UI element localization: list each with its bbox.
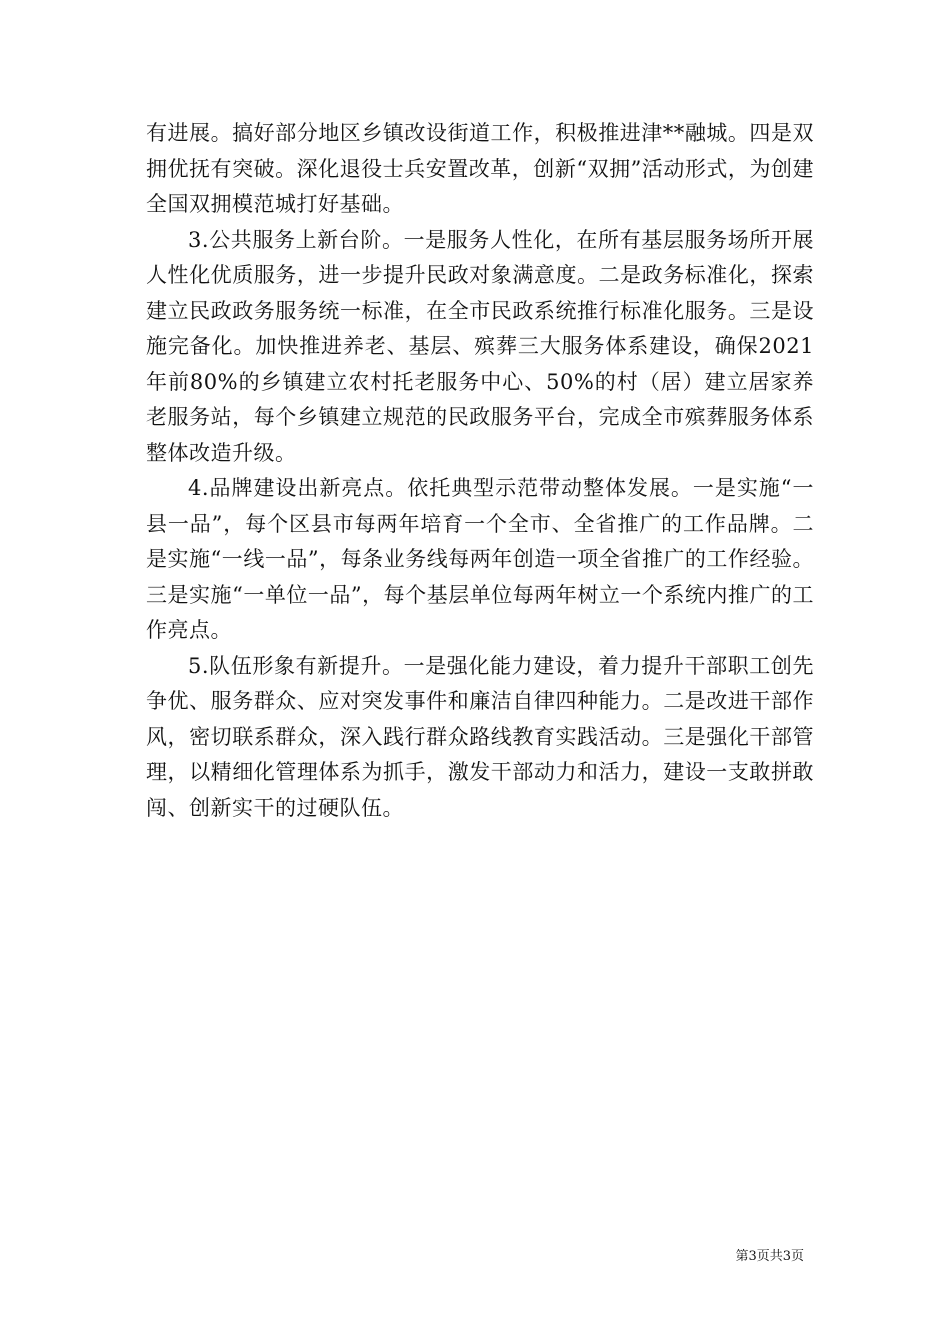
document-body (146, 116, 814, 826)
paragraph-team-image: 5.队伍形象有新提升。一是强化能力建设，着力提升干部职工创先争优、服务群众、应对突发事件和廉洁自律四种能力。二是改进干部作风，密切联系群众，深入践行群众路线教育实践活动。三是强化干部管理，以精细化管理体系为抓手，激发干部动力和活力，建设一支敢拼敢闯、创新实干的过硬队伍。 (146, 653, 814, 820)
paragraph-public-service: 3.公共服务上新台阶。一是服务人性化，在所有基层服务场所开展人性化优质服务，进一步提升民政对象满意度。二是政务标准化，探索建立民政政务服务统一标准，在全市民政系统推行标准化服务。三是设施完备化。加快推进养老、基层、殡葬三大服务体系建设，确保2021年前80%的乡镇建立农村托老服务中心、50%的村（居）建立居家养老服务站，每个乡镇建立规范的民政服务平台，完成全市殡葬服务体系整体改造升级。 (146, 227, 814, 465)
paragraph-brand-building: 4.品牌建设出新亮点。依托典型示范带动整体发展。一是实施“一县一品”，每个区县市每两年培育一个全市、全省推广的工作品牌。二是实施“一线一品”，每条业务线每两年创造一项全省推广的工作经验。三是实施“一单位一品”，每个基层单位每两年树立一个系统内推广的工作亮点。 (146, 476, 814, 642)
page-number-footer: 第3页共3页 (735, 1249, 804, 1264)
paragraph-continuation: 有进展。搞好部分地区乡镇改设街道工作，积极推进津**融城。四是双拥优抚有突破。深化退役士兵安置改革，创新“双拥”活动形式，为创建全国双拥模范城打好基础。 (146, 121, 814, 216)
